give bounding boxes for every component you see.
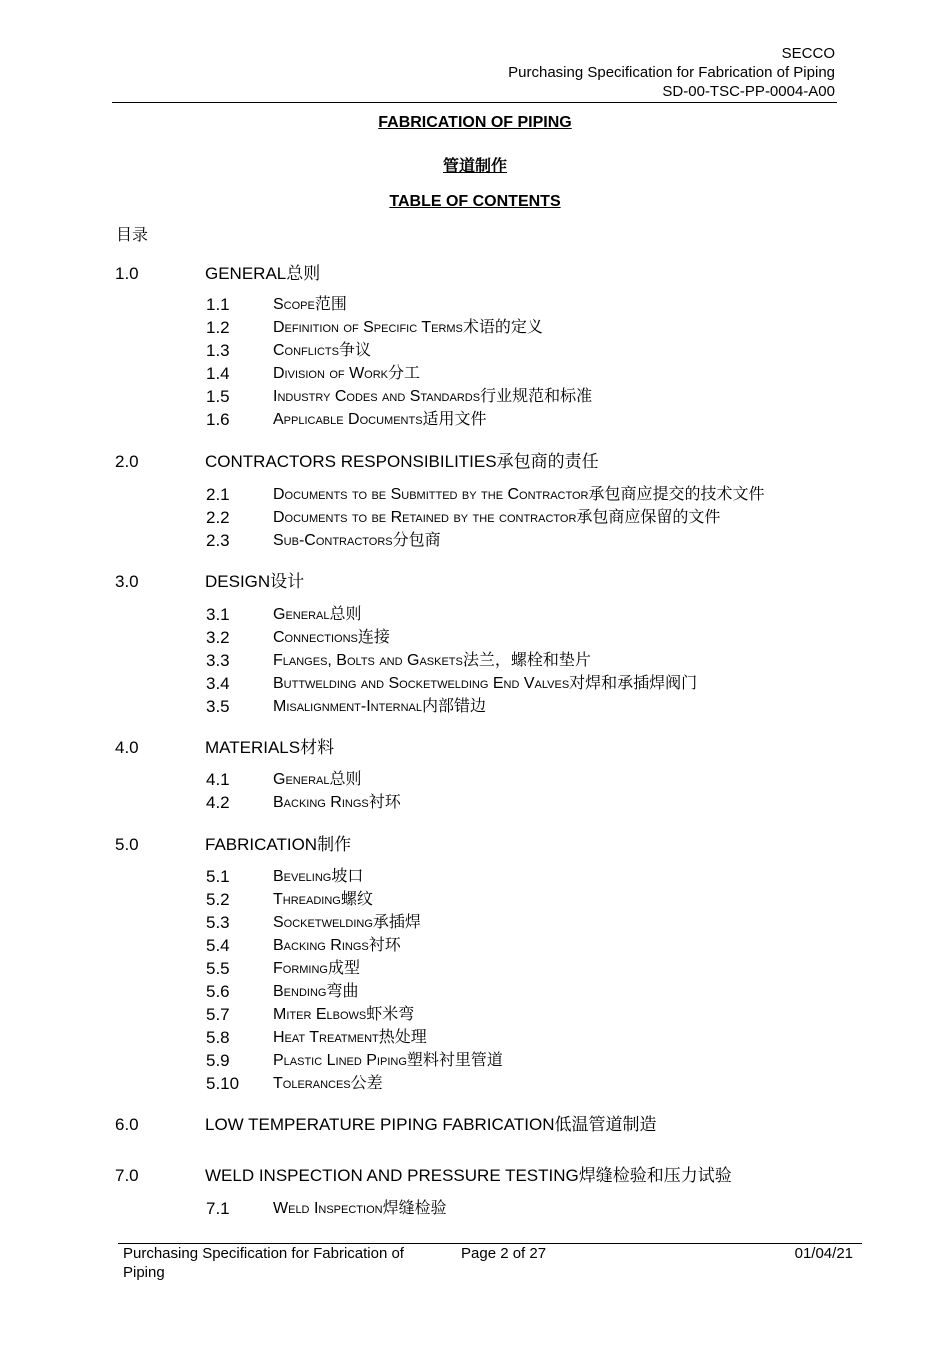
subsection-title: Backing Rings衬环	[273, 794, 401, 811]
subsection-title: Threading螺纹	[273, 891, 373, 908]
toc-heading: TABLE OF CONTENTS	[389, 193, 561, 210]
section-number: 7.0	[115, 1166, 139, 1185]
section-title: GENERAL总则	[205, 264, 321, 283]
subsection-title: Forming成型	[273, 960, 360, 977]
document-title-cn: 管道制作	[442, 156, 507, 175]
section-number: 2.0	[115, 452, 139, 471]
subsection-title: Scope范围	[273, 296, 347, 313]
subsection-title: General总则	[273, 606, 362, 623]
subsection-number: 3.3	[206, 651, 230, 670]
subsection-title: Documents to be Retained by the contractor承包商应保留的文件	[273, 509, 721, 526]
subsection-title: Weld Inspection焊缝检验	[273, 1200, 447, 1217]
page-header	[112, 44, 835, 101]
subsection-title: Socketwelding承插焊	[273, 914, 421, 931]
subsection-title: Misalignment-Internal内部错边	[273, 698, 487, 715]
subsection-title: Buttwelding and Socketwelding End Valves对焊和承插焊阀门	[273, 675, 698, 692]
subsection-title: Sub-Contractors分包商	[273, 532, 441, 549]
subsection-number: 2.3	[206, 531, 230, 550]
section-title: DESIGN设计	[205, 572, 305, 591]
subsection-title: Plastic Lined Piping塑料衬里管道	[273, 1052, 503, 1069]
section-number: 6.0	[115, 1115, 139, 1134]
subsection-number: 2.1	[206, 485, 230, 504]
section-title: MATERIALS材料	[205, 738, 335, 757]
subsection-number: 5.3	[206, 913, 230, 932]
subsection-number: 5.2	[206, 890, 230, 909]
subsection-title: Connections连接	[273, 629, 390, 646]
subsection-number: 1.1	[206, 295, 230, 314]
subsection-number: 4.1	[206, 770, 230, 789]
subsection-title: Division of Work分工	[273, 365, 421, 382]
subsection-number: 1.3	[206, 341, 230, 360]
section-title: LOW TEMPERATURE PIPING FABRICATION低温管道制造	[205, 1115, 657, 1134]
subsection-title: Industry Codes and Standards行业规范和标准	[273, 388, 593, 405]
subsection-number: 3.1	[206, 605, 230, 624]
section-title: WELD INSPECTION AND PRESSURE TESTING焊缝检验和压力试验	[205, 1166, 732, 1185]
subsection-number: 5.5	[206, 959, 230, 978]
header-company: SECCO	[781, 45, 835, 62]
subsection-title: Heat Treatment热处理	[273, 1029, 427, 1046]
document-title-en: FABRICATION OF PIPING	[378, 114, 572, 131]
toc-heading-cn: 目录	[116, 225, 149, 244]
subsection-title: Miter Elbows虾米弯	[273, 1006, 415, 1023]
footer-page-number: Page 2 of 27	[461, 1245, 547, 1262]
subsection-number: 4.2	[206, 793, 230, 812]
section-number: 3.0	[115, 572, 139, 591]
subsection-title: Flanges, Bolts and Gaskets法兰，螺栓和垫片	[273, 652, 591, 669]
header-doc-number: SD-00-TSC-PP-0004-A00	[662, 83, 835, 100]
subsection-title: Backing Rings衬环	[273, 937, 401, 954]
subsection-number: 7.1	[206, 1199, 230, 1218]
subsection-title: Definition of Specific Terms术语的定义	[273, 319, 543, 336]
section-number: 1.0	[115, 264, 139, 283]
section-number: 4.0	[115, 738, 139, 757]
subsection-title: Beveling坡口	[273, 868, 364, 885]
subsection-number: 1.6	[206, 410, 230, 429]
subsection-number: 5.1	[206, 867, 230, 886]
subsection-number: 5.6	[206, 982, 230, 1001]
subsection-title: Conflicts争议	[273, 342, 371, 359]
subsection-number: 1.2	[206, 318, 230, 337]
subsection-number: 3.5	[206, 697, 230, 716]
subsection-number: 2.2	[206, 508, 230, 527]
subsection-number: 5.4	[206, 936, 230, 955]
subsection-number: 3.2	[206, 628, 230, 647]
subsection-title: Tolerances公差	[273, 1075, 383, 1092]
subsection-number: 3.4	[206, 674, 230, 693]
subsection-number: 1.4	[206, 364, 230, 383]
section-title: CONTRACTORS RESPONSIBILITIES承包商的责任	[205, 452, 599, 471]
subsection-title: Applicable Documents适用文件	[273, 411, 487, 428]
subsection-number: 5.7	[206, 1005, 230, 1024]
section-title: FABRICATION制作	[205, 835, 352, 854]
section-number: 5.0	[115, 835, 139, 854]
subsection-number: 5.8	[206, 1028, 230, 1047]
footer-doc-title: Purchasing Specification for Fabrication of Piping	[123, 1245, 404, 1281]
subsection-title: Bending弯曲	[273, 983, 359, 1000]
subsection-title: General总则	[273, 771, 362, 788]
subsection-number: 5.9	[206, 1051, 230, 1070]
header-doc-title: Purchasing Specification for Fabrication of Piping	[508, 64, 835, 81]
header-divider	[112, 102, 837, 103]
subsection-number: 1.5	[206, 387, 230, 406]
subsection-number: 5.10	[206, 1074, 240, 1093]
footer-date: 01/04/21	[794, 1245, 853, 1262]
subsection-title: Documents to be Submitted by the Contractor承包商应提交的技术文件	[273, 486, 765, 503]
